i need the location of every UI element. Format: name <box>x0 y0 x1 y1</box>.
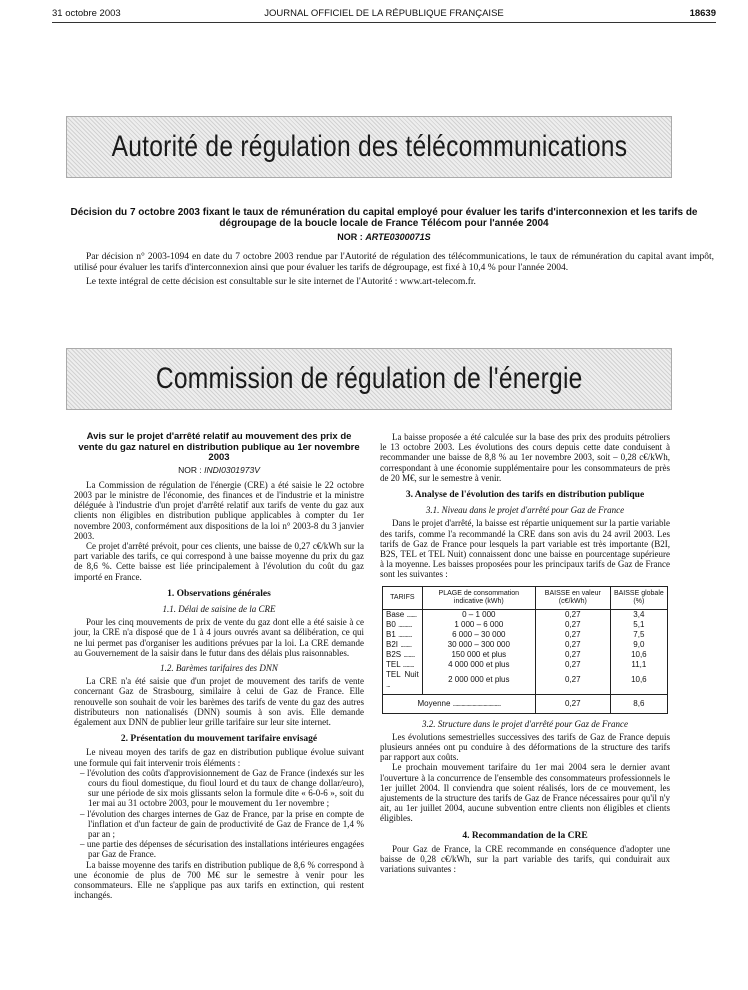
table-row: B0 ........... 1 000 – 6 000 0,27 5,1 <box>383 620 668 630</box>
body-paragraph: La CRE n'a été saisie que d'un projet de mouvement des tarifs de vente concernant Gaz de Strasbourg, similaire à celui de Gaz de France. Elle renouvelle son souhait de voir les barèmes des tarifs de vente du gaz des autres distributeurs non nationalisés (DNN) soumis à son avis. Elle demande également aux DNN de publier leur grille tarifaire sur leur site internet. <box>74 676 364 727</box>
column-header: PLAGE de consommation indicative (kWh) <box>422 586 535 609</box>
body-paragraph: Pour Gaz de France, la CRE recommande en conséquence d'adopter une baisse de 0,28 c€/kWh, sur la part variable des tarifs, qui conduirait aux variations suivantes : <box>380 843 670 875</box>
decision-paragraph: Par décision n° 2003-1094 en date du 7 octobre 2003 rendue par l'Autorité de régulation des télécommunications, le taux de rémunération du capital avant impôt, utilisé pour évaluer les tarifs d'interconnexion ainsi que pour évaluer les tarifs de dégroupage, est fixé à 10,4 % pour l'année 2004. <box>74 252 714 273</box>
subsection-heading: 3.2. Structure dans le projet d'arrêté pour Gaz de France <box>422 718 628 729</box>
body-paragraph: La baisse moyenne des tarifs en distribution publique de 8,6 % correspond à une économie de plus de 700 M€ sur le semestre à venir pour les consommateurs. Elle ne s'applique pas aux tarifs en extinction, qui restent inchangés. <box>74 859 364 901</box>
reduction-value: 0,27 <box>535 640 610 650</box>
table-row: B2I ......... 30 000 – 300 000 0,27 9,0 <box>383 640 668 650</box>
reduction-percent: 7,5 <box>610 630 667 640</box>
reduction-percent: 10,6 <box>610 670 667 695</box>
reduction-value: 0,27 <box>535 660 610 670</box>
avis-title: Avis sur le projet d'arrêté relatif au mouvement des prix de vente du gaz naturel en distribution publique au 1er novembre 2003 <box>78 431 360 463</box>
reduction-value: 0,27 <box>535 620 610 630</box>
subsection-heading: 3.1. Niveau dans le projet d'arrêté pour Gaz de France <box>425 505 625 516</box>
table-row: Base ........ 0 – 1 000 0,27 3,4 <box>383 609 668 620</box>
tariff-name: TEL <box>386 659 401 669</box>
decision-nor <box>52 232 716 242</box>
reduction-percent: 11,1 <box>610 660 667 670</box>
consumption-range: 4 000 000 et plus <box>422 660 535 670</box>
banner-title-telecom: Autorité de régulation des télécommunications <box>111 130 627 163</box>
banner-title-energy: Commission de régulation de l'énergie <box>155 362 583 395</box>
consumption-range: 6 000 – 30 000 <box>422 630 535 640</box>
authority-banner-energy <box>66 348 672 410</box>
subsection-heading: 1.2. Barèmes tarifaires des DNN <box>160 662 278 673</box>
column-header: BAISSE globale (%) <box>610 586 667 609</box>
nor-code: ARTE0300071S <box>365 232 431 242</box>
table-average-row: Moyenne ....................................... 0,27 8,6 <box>383 694 668 713</box>
table-row: B1 ........... 6 000 – 30 000 0,27 7,5 <box>383 630 668 640</box>
nor-label: NOR : <box>337 232 363 242</box>
table-row: B2S ......... 150 000 et plus 0,27 10,6 <box>383 650 668 660</box>
body-paragraph: Dans le projet d'arrêté, la baisse est répartie uniquement sur la partie variable des tarifs, comme l'a recommandé la CRE dans son avis du 24 avril 2003. Les tarifs de Gaz de France pour lesquels la part variable est très importante (B2I, B2S, TEL et TEL Nuit) connaissent donc une baisse en pourcentage supérieure à la moyenne. Les baisses proposées pour les principaux tarifs de Gaz de France sont les suivantes : <box>380 518 670 580</box>
left-column <box>74 432 364 900</box>
table-row: TEL ......... 4 000 000 et plus 0,27 11,1 <box>383 660 668 670</box>
consumption-range: 150 000 et plus <box>422 650 535 660</box>
list-item: – une partie des dépenses de sécurisation des installations intérieures engagées par Gaz de France. <box>80 839 364 860</box>
element-list <box>74 768 364 860</box>
tariff-name: TEL Nuit <box>386 669 419 679</box>
column-header: TARIFS <box>383 586 423 609</box>
consumption-range: 1 000 – 6 000 <box>422 620 535 630</box>
header-date: 31 octobre 2003 <box>52 8 121 19</box>
nor-label: NOR : <box>178 464 202 475</box>
average-reduction-value: 0,27 <box>535 694 610 713</box>
consumption-range: 2 000 000 et plus <box>422 670 535 695</box>
body-paragraph: La Commission de régulation de l'énergie (CRE) a été saisie le 22 octobre 2003 par le ministre de l'économie, des finances et de l'industrie et la ministre déléguée à l'industrie d'un projet d'arrêté relatif aux tarifs de vente du gaz aux clients non éligibles en distribution publique applicables à compter du 1er novembre 2003, conformément aux dispositions de la loi n° 2003-8 du 3 janvier 2003. <box>74 479 364 541</box>
list-item: – l'évolution des coûts d'approvisionnement de Gaz de France (indexés sur les cours du fioul domestique, du fioul lourd et du taux de change dollar/euro), sur une période de six mois glissants selon la formule dite « 6-0-6 », soit du 1er mai au 31 octobre 2003, pour le mouvement du 1er novembre ; <box>80 767 364 809</box>
tariff-table <box>382 586 668 714</box>
section-heading: 1. Observations générales <box>167 588 271 599</box>
nor-code: INDI0301973V <box>204 464 260 475</box>
consumption-range: 30 000 – 300 000 <box>422 640 535 650</box>
reduction-percent: 5,1 <box>610 620 667 630</box>
tariff-name: B2S <box>386 649 402 659</box>
section-heading: 2. Présentation du mouvement tarifaire envisagé <box>120 734 318 745</box>
subsection-heading: 1.1. Délai de saisine de la CRE <box>162 603 276 614</box>
reduction-value: 0,27 <box>535 670 610 695</box>
reduction-value: 0,27 <box>535 630 610 640</box>
tariff-name: Base <box>386 609 405 619</box>
avis-nor <box>74 465 364 475</box>
reduction-percent: 10,6 <box>610 650 667 660</box>
section-heading: 3. Analyse de l'évolution des tarifs en distribution publique <box>405 490 645 501</box>
list-item: – l'évolution des charges internes de Gaz de France, par la prise en compte de l'inflation et d'un facteur de gain de productivité de Gaz de France de 1,4 % par an ; <box>80 808 364 839</box>
tariff-name: B1 <box>386 629 396 639</box>
reduction-percent: 3,4 <box>610 609 667 620</box>
decision-paragraph: Le texte intégral de cette décision est consultable sur le site internet de l'Autorité : www.art-telecom.fr. <box>86 277 476 287</box>
reduction-value: 0,27 <box>535 609 610 620</box>
body-paragraph: Le niveau moyen des tarifs de gaz en distribution publique évolue suivant une formule qui fait intervenir trois éléments : <box>74 747 364 768</box>
header-rule <box>52 22 716 23</box>
average-reduction-percent: 8,6 <box>610 694 667 713</box>
decision-body <box>74 252 714 291</box>
average-label: Moyenne <box>417 698 451 708</box>
body-paragraph: Pour les cinq mouvements de prix de vente du gaz dont elle a été saisie à ce jour, la CRE n'a disposé que de 1 à 4 jours ouvrés avant sa délibération, ce qui ne lui permet pas d'organiser les auditions prévues par la loi. La CRE demande au Gouvernement de la saisir dans le futur dans des délais plus raisonnables. <box>74 617 364 658</box>
column-header: BAISSE en valeur (c€/kWh) <box>535 586 610 609</box>
section-heading: 4. Recommandation de la CRE <box>462 830 588 841</box>
decision-title: Décision du 7 octobre 2003 fixant le taux de rémunération du capital employé pour évaluer les tarifs d'interconnexion et les tarifs de dégroupage de la boucle locale de France Télécom pour l'année 2004 <box>70 207 698 229</box>
body-paragraph: Ce projet d'arrêté prévoit, pour ces clients, une baisse de 0,27 c€/kWh sur la part variable des tarifs, ce qui correspond à une baisse moyenne du prix du gaz de 8,6 %. Cette baisse est liée principalement à l'évolution du coût du gaz importé en France. <box>74 540 364 582</box>
header-page-number: 18639 <box>689 8 716 19</box>
right-column <box>380 432 670 874</box>
tariff-name: B2I <box>386 639 399 649</box>
consumption-range: 0 – 1 000 <box>422 609 535 620</box>
body-paragraph: La baisse proposée a été calculée sur la base des prix des produits pétroliers le 13 octobre 2003. Les évolutions des cours depuis cette date conduisent à recommander une baisse de 8,8 % au 1er novembre 2003, soit – 0,28 c€/kWh, correspondant à une économie supplémentaire pour les consommateurs de près de 20 M€, sur le semestre à venir. <box>380 432 670 483</box>
table-header-row <box>383 586 668 609</box>
reduction-percent: 9,0 <box>610 640 667 650</box>
body-paragraph: Le prochain mouvement tarifaire du 1er mai 2004 sera le dernier avant l'ouverture à la concurrence de l'ensemble des consommateurs professionnels le 1er juillet 2004. Il conviendra que soient réalisés, lors de ce mouvement, les ajustements de la structure des tarifs de Gaz de France nécessaires pour qu'il n'y ait, au 1er juillet 2004, aucune subvention entre clients non éligibles et clients éligibles. <box>380 762 670 824</box>
table-row: TEL Nuit ... 2 000 000 et plus 0,27 10,6 <box>383 670 668 695</box>
authority-banner-telecom <box>66 116 672 178</box>
header-journal: JOURNAL OFFICIEL DE LA RÉPUBLIQUE FRANÇAISE <box>264 8 504 19</box>
tariff-name: B0 <box>386 619 396 629</box>
body-paragraph: Les évolutions semestrielles successives des tarifs de Gaz de France depuis plusieurs années ont pu conduire à des déformations de la structure des tarifs par rapport aux coûts. <box>380 731 670 763</box>
page-header <box>52 8 716 22</box>
reduction-value: 0,27 <box>535 650 610 660</box>
